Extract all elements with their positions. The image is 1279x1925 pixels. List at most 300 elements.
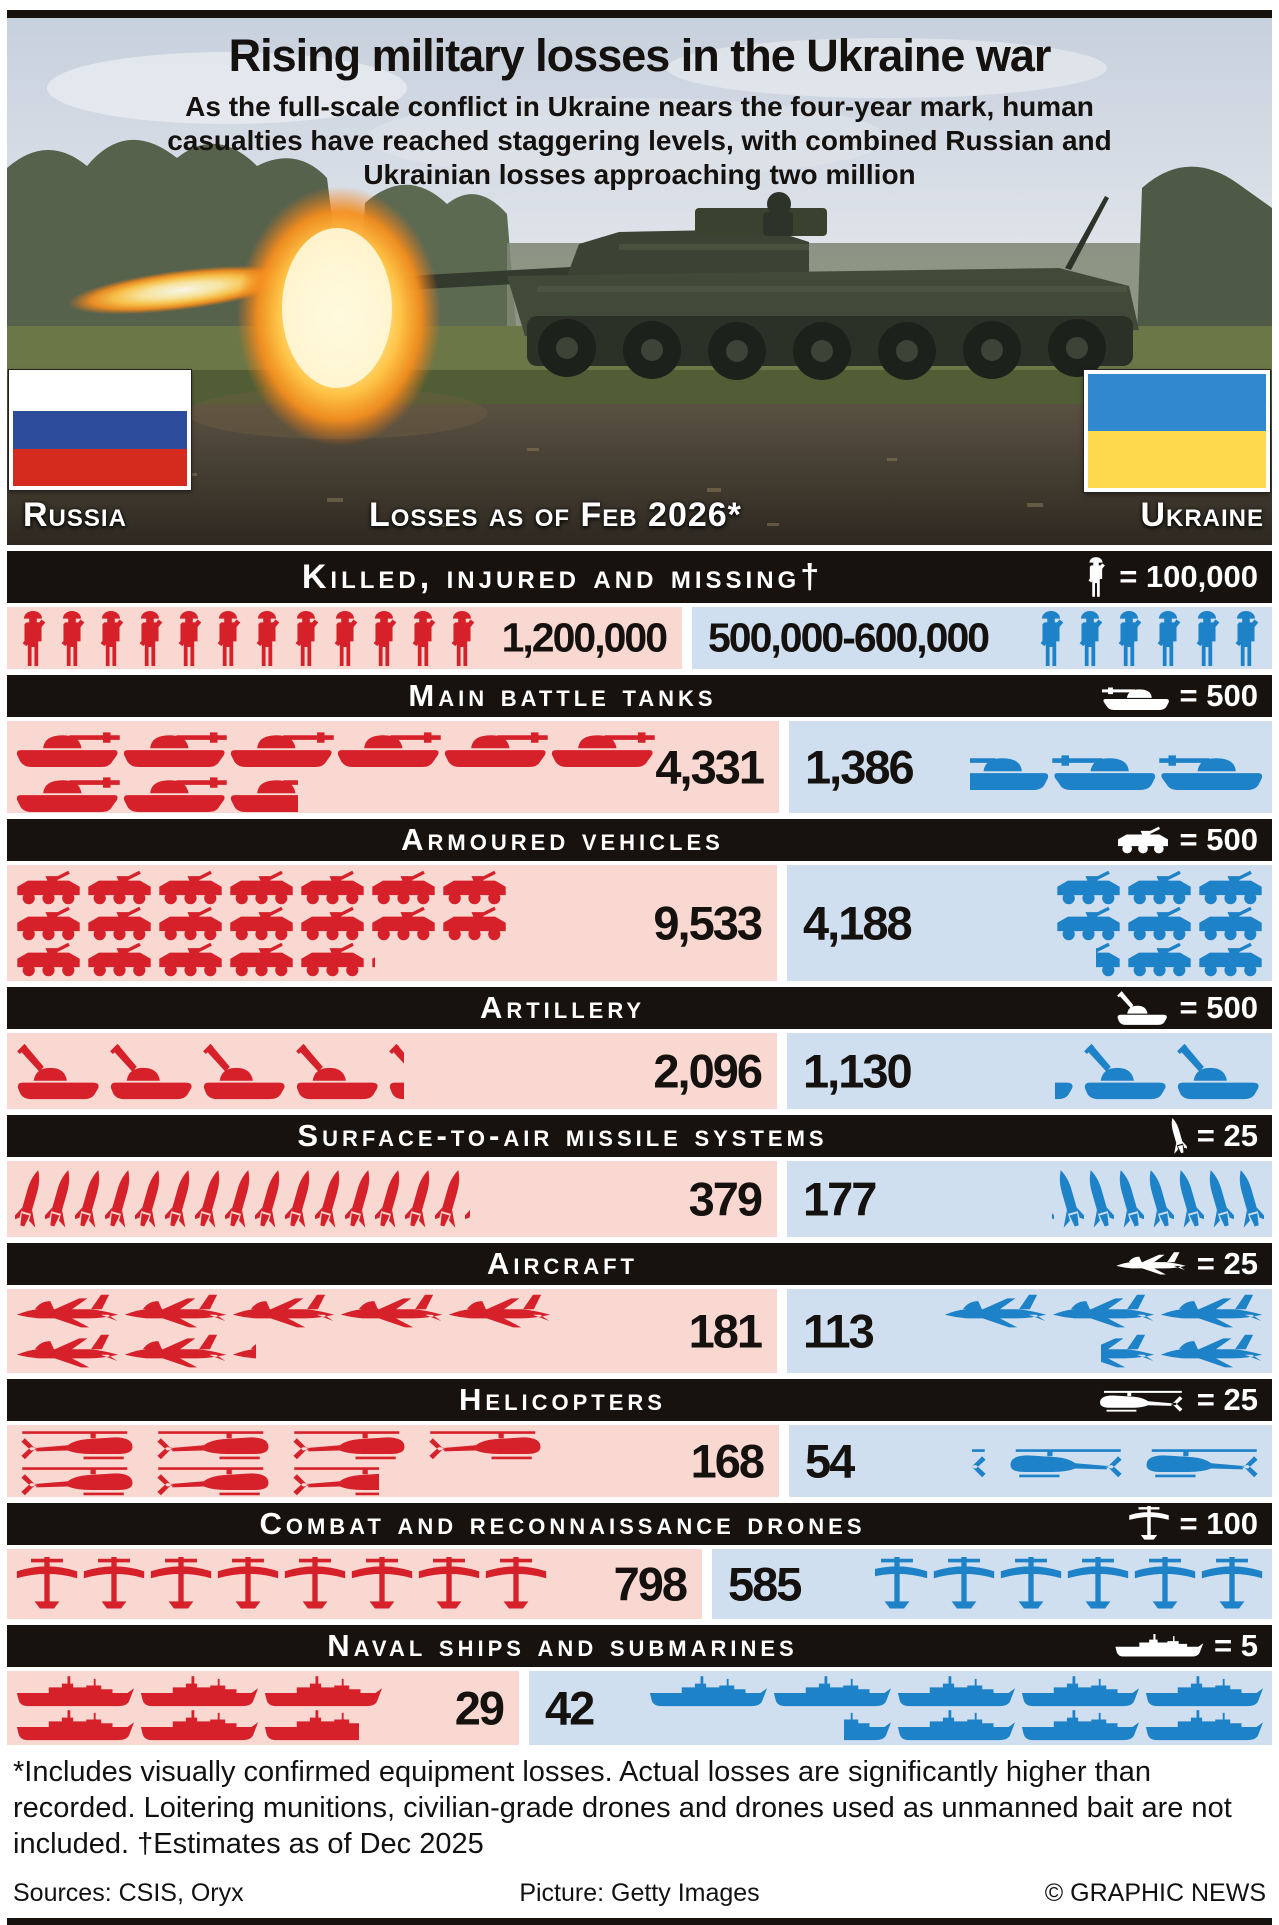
ship-icon xyxy=(896,1676,1016,1708)
legend-unit: = 25 xyxy=(1196,1118,1258,1153)
russia-panel xyxy=(7,1033,777,1109)
pictogram-row xyxy=(972,1444,1264,1479)
russia-pictograms xyxy=(15,721,609,813)
armoured-vehicle-icon xyxy=(299,906,366,941)
armoured-vehicle-icon xyxy=(228,942,295,977)
pictogram-row xyxy=(15,906,508,941)
pictogram-row xyxy=(875,1557,1264,1612)
pictogram-row xyxy=(1101,1333,1264,1371)
ship-icon xyxy=(15,1676,135,1708)
partial-pictogram xyxy=(970,747,1050,790)
helicopter-icon xyxy=(15,1426,145,1461)
missile-icon xyxy=(375,1167,405,1231)
ukraine-panel xyxy=(787,1033,1272,1109)
soldier-icon xyxy=(249,611,285,666)
armoured-vehicle-icon xyxy=(15,942,82,977)
ukraine-panel xyxy=(787,1289,1272,1373)
artillery-icon xyxy=(201,1042,290,1101)
missile-icon xyxy=(1174,1167,1204,1231)
pictogram-panels xyxy=(7,1425,1272,1497)
ukraine-panel xyxy=(787,1161,1272,1237)
partial-pictogram xyxy=(1101,1333,1156,1371)
missile-icon xyxy=(1084,1167,1114,1231)
tank-icon xyxy=(970,747,1050,790)
section-artillery xyxy=(7,987,1272,1109)
ukraine-pictograms xyxy=(917,1161,1264,1237)
section-legend xyxy=(958,822,1272,858)
pictogram-row xyxy=(844,1710,1264,1742)
drone-icon xyxy=(149,1557,213,1612)
pictogram-panels xyxy=(7,1671,1272,1745)
artillery-icon xyxy=(294,1042,383,1101)
sources-credit: Sources: CSIS, Oryx xyxy=(13,1878,244,1907)
ukraine-value: 42 xyxy=(545,1681,594,1735)
infographic xyxy=(7,0,1272,1925)
page-subtitle: As the full-scale conflict in Ukraine nears the four-year mark, human casualties have reached staggering levels, with combined Russian and Ukrainian losses approaching two million xyxy=(167,91,1112,191)
ship-icon xyxy=(139,1710,259,1742)
loss-sections xyxy=(7,551,1272,1745)
section-legend xyxy=(958,1116,1272,1156)
ship-icon xyxy=(1020,1710,1140,1742)
section-header xyxy=(7,987,1272,1029)
missile-icon xyxy=(75,1167,105,1231)
pictogram-panels xyxy=(7,721,1272,813)
russia-value: 1,200,000 xyxy=(501,614,666,661)
pictogram-panels xyxy=(7,865,1272,981)
partial-pictogram xyxy=(370,942,375,977)
partial-pictogram xyxy=(1055,1042,1078,1101)
armoured-vehicle-icon xyxy=(1055,870,1122,905)
armoured-vehicle-icon xyxy=(1126,870,1193,905)
pictogram-row xyxy=(943,1293,1264,1331)
artillery-icon xyxy=(1116,990,1170,1026)
pictogram-row xyxy=(15,1426,553,1461)
soldier-icon xyxy=(132,611,168,666)
partial-pictogram xyxy=(231,1333,256,1371)
armoured-vehicle-icon xyxy=(441,906,508,941)
section-title: Artillery xyxy=(479,990,646,1025)
soldier-icon xyxy=(1150,611,1186,666)
jet-icon xyxy=(1051,1293,1156,1331)
ukraine-pictograms xyxy=(917,1033,1264,1109)
missile-icon xyxy=(165,1167,195,1231)
losses-asof-label: Losses as of Feb 2026* xyxy=(369,496,742,534)
pictogram-row xyxy=(15,1333,256,1371)
ukraine-pictograms xyxy=(822,607,1264,669)
armoured-vehicle-icon xyxy=(228,906,295,941)
soldier-icon xyxy=(1033,611,1069,666)
russia-panel xyxy=(7,1161,777,1237)
partial-pictogram xyxy=(229,769,298,812)
armoured-vehicle-icon xyxy=(1126,942,1193,977)
russia-pictograms xyxy=(15,1671,349,1745)
ukraine-panel xyxy=(712,1549,1272,1619)
ship-icon xyxy=(896,1710,1016,1742)
legend-unit: = 500 xyxy=(1179,822,1258,857)
drone-icon xyxy=(1128,1506,1170,1542)
russia-pictograms xyxy=(15,1425,609,1497)
ukraine-value: 4,188 xyxy=(803,896,911,950)
section-header xyxy=(7,551,1272,603)
ship-icon xyxy=(648,1676,768,1708)
russia-value: 9,533 xyxy=(653,896,761,950)
russia-value: 798 xyxy=(613,1557,686,1611)
soldier-icon xyxy=(93,611,129,666)
partial-pictogram xyxy=(387,1042,404,1101)
helicopter-icon xyxy=(287,1462,379,1497)
ship-icon xyxy=(772,1676,892,1708)
ukraine-panel xyxy=(789,1425,1272,1497)
pictogram-row xyxy=(15,1557,547,1612)
helicopter-icon xyxy=(998,1444,1128,1479)
armoured-vehicle-icon xyxy=(1126,906,1193,941)
section-legend xyxy=(958,1246,1272,1282)
legend-unit: = 25 xyxy=(1196,1246,1258,1281)
legend-unit: = 100,000 xyxy=(1119,559,1258,594)
section-header xyxy=(7,1379,1272,1421)
missile-icon xyxy=(315,1167,345,1231)
russia-pictograms xyxy=(15,865,607,981)
soldier-icon xyxy=(1228,611,1264,666)
section-title: Killed, injured and missing† xyxy=(301,557,824,596)
section-legend xyxy=(958,1506,1272,1542)
artillery-icon xyxy=(1055,1042,1078,1101)
jet-icon xyxy=(15,1293,120,1331)
soldier-icon xyxy=(405,611,441,666)
ukraine-panel xyxy=(529,1671,1272,1745)
pictogram-row xyxy=(1055,870,1264,905)
armoured-vehicle-icon xyxy=(157,870,224,905)
drone-icon xyxy=(82,1557,146,1612)
russia-panel xyxy=(7,1671,519,1745)
tank-icon xyxy=(1052,747,1157,790)
legend-unit: = 500 xyxy=(1179,990,1258,1025)
section-legend xyxy=(958,678,1272,714)
ukraine-panel xyxy=(789,721,1272,813)
russia-pictograms xyxy=(15,607,512,669)
section-casualties xyxy=(7,551,1272,669)
pictogram-panels xyxy=(7,1033,1272,1109)
tank-icon xyxy=(15,769,120,812)
pictogram-row xyxy=(1052,1167,1264,1231)
missile-icon xyxy=(1234,1167,1264,1231)
section-tanks xyxy=(7,675,1272,813)
missile-icon xyxy=(1204,1167,1234,1231)
section-title: Armoured vehicles xyxy=(401,822,724,857)
legend-unit: = 500 xyxy=(1179,678,1258,713)
armoured-vehicle-icon xyxy=(1096,942,1122,977)
ukraine-pictograms xyxy=(917,1289,1264,1373)
ship-icon xyxy=(15,1710,135,1742)
section-title: Naval ships and submarines xyxy=(327,1628,798,1663)
missile-icon xyxy=(435,1167,465,1231)
jet-icon xyxy=(339,1293,444,1331)
pictogram-row xyxy=(15,1167,470,1231)
russia-flag xyxy=(9,370,191,490)
armoured-vehicle-icon xyxy=(441,870,508,905)
page-title: Rising military losses in the Ukraine war xyxy=(228,30,1051,81)
jet-icon xyxy=(1159,1293,1264,1331)
ukraine-value: 585 xyxy=(728,1557,801,1611)
armoured-vehicle-icon xyxy=(86,942,153,977)
soldier-icon xyxy=(366,611,402,666)
ship-icon xyxy=(1020,1676,1140,1708)
armoured-vehicle-icon xyxy=(157,942,224,977)
section-header xyxy=(7,1625,1272,1667)
ship-icon xyxy=(844,1710,892,1742)
armoured-vehicle-icon xyxy=(15,906,82,941)
russia-value: 168 xyxy=(690,1434,763,1488)
picture-credit: Picture: Getty Images xyxy=(519,1878,760,1907)
russia-value: 181 xyxy=(688,1304,761,1358)
jet-icon xyxy=(123,1293,228,1331)
ukraine-pictograms xyxy=(842,1549,1264,1619)
soldier-icon xyxy=(444,611,480,666)
pictogram-row xyxy=(1055,906,1264,941)
missile-icon xyxy=(15,1167,45,1231)
soldier-icon xyxy=(1083,557,1109,597)
partial-pictogram xyxy=(465,1167,470,1231)
ukraine-label: Ukraine xyxy=(1140,496,1264,534)
russia-panel xyxy=(7,1549,702,1619)
drone-icon xyxy=(1066,1557,1130,1612)
jet-icon xyxy=(231,1333,256,1371)
soldier-icon xyxy=(54,611,90,666)
missile-icon xyxy=(255,1167,285,1231)
tank-icon xyxy=(15,724,120,767)
partial-pictogram xyxy=(484,1557,547,1612)
section-legend xyxy=(958,1382,1272,1418)
ukraine-value: 1,386 xyxy=(805,740,913,794)
section-title: Aircraft xyxy=(487,1246,638,1281)
partial-pictogram xyxy=(263,1710,359,1742)
section-title: Combat and reconnaissance drones xyxy=(259,1506,866,1541)
section-legend xyxy=(958,1628,1272,1664)
russia-panel xyxy=(7,1289,777,1373)
drone-icon xyxy=(999,1557,1063,1612)
ukraine-flag xyxy=(1084,370,1270,492)
armoured-vehicle-icon xyxy=(157,906,224,941)
pictogram-row xyxy=(15,1462,379,1497)
pictogram-panels xyxy=(7,607,1272,669)
pictogram-row xyxy=(15,724,655,767)
ukraine-pictograms xyxy=(659,1671,1264,1745)
armoured-vehicle-icon xyxy=(1055,906,1122,941)
jet-icon xyxy=(15,1333,120,1371)
pictogram-row xyxy=(970,747,1264,790)
drone-icon xyxy=(1133,1557,1197,1612)
artillery-icon xyxy=(1175,1042,1264,1101)
tank-icon xyxy=(336,724,441,767)
ship-icon xyxy=(139,1676,259,1708)
legend-unit: = 5 xyxy=(1214,1628,1258,1663)
legend-unit: = 100 xyxy=(1179,1506,1258,1541)
armoured-vehicle-icon xyxy=(370,870,437,905)
soldier-icon xyxy=(1189,611,1225,666)
tank-icon xyxy=(229,769,298,812)
pictogram-row xyxy=(15,769,298,812)
tank-icon xyxy=(229,724,334,767)
section-drones xyxy=(7,1503,1272,1619)
section-naval xyxy=(7,1625,1272,1745)
armoured-vehicle-icon xyxy=(1197,870,1264,905)
pictogram-row xyxy=(15,942,375,977)
soldier-icon xyxy=(210,611,246,666)
drone-icon xyxy=(484,1557,547,1612)
armoured-vehicle-icon xyxy=(1197,906,1264,941)
drone-icon xyxy=(15,1557,79,1612)
ship-icon xyxy=(1114,1634,1204,1658)
pictogram-row xyxy=(1055,1042,1264,1101)
drone-icon xyxy=(283,1557,347,1612)
soldier-icon xyxy=(288,611,324,666)
missile-icon xyxy=(1054,1167,1084,1231)
russia-pictograms xyxy=(15,1161,607,1237)
missile-icon xyxy=(135,1167,165,1231)
missile-icon xyxy=(195,1167,225,1231)
missile-icon xyxy=(1144,1167,1174,1231)
pictogram-row xyxy=(15,1676,383,1708)
drone-icon xyxy=(417,1557,481,1612)
artillery-icon xyxy=(387,1042,404,1101)
jet-icon xyxy=(1115,1251,1187,1277)
armoured-vehicle-icon xyxy=(370,942,375,977)
russia-panel xyxy=(7,721,779,813)
tank-icon xyxy=(1159,747,1264,790)
pictogram-row xyxy=(15,1710,359,1742)
armoured-vehicle-icon xyxy=(228,870,295,905)
russia-pictograms xyxy=(15,1033,607,1109)
jet-icon xyxy=(1101,1333,1156,1371)
helicopter-icon xyxy=(423,1426,553,1461)
partial-pictogram xyxy=(972,1444,992,1479)
section-title: Surface-to-air missile systems xyxy=(297,1118,828,1153)
jet-icon xyxy=(231,1293,336,1331)
pictogram-row xyxy=(15,1042,404,1101)
ship-icon xyxy=(1144,1710,1264,1742)
pictogram-row xyxy=(15,870,508,905)
jet-icon xyxy=(943,1293,1048,1331)
helicopter-icon xyxy=(151,1426,281,1461)
soldier-icon xyxy=(171,611,207,666)
partial-pictogram xyxy=(1096,942,1122,977)
russia-value: 4,331 xyxy=(655,740,763,794)
credits-row xyxy=(7,1879,1272,1908)
armoured-vehicle-icon xyxy=(1116,826,1170,854)
drone-icon xyxy=(350,1557,414,1612)
section-header xyxy=(7,819,1272,861)
helicopter-icon xyxy=(1134,1444,1264,1479)
hero-photo xyxy=(7,18,1272,545)
missile-icon xyxy=(1168,1116,1187,1156)
missile-icon xyxy=(285,1167,315,1231)
tank-icon xyxy=(443,724,548,767)
ukraine-panel xyxy=(692,607,1272,669)
section-header xyxy=(7,675,1272,717)
missile-icon xyxy=(225,1167,255,1231)
armoured-vehicle-icon xyxy=(299,942,366,977)
top-rule xyxy=(7,10,1272,18)
tank-icon xyxy=(122,724,227,767)
section-armoured xyxy=(7,819,1272,981)
drone-icon xyxy=(216,1557,280,1612)
ukraine-value: 1,130 xyxy=(803,1044,911,1098)
section-title: Main battle tanks xyxy=(408,678,717,713)
artillery-icon xyxy=(108,1042,197,1101)
missile-icon xyxy=(1114,1167,1144,1231)
soldier-icon xyxy=(1111,611,1147,666)
pictogram-row xyxy=(15,1293,552,1331)
partial-pictogram xyxy=(875,1557,929,1612)
pictogram-panels xyxy=(7,1161,1272,1237)
russia-panel xyxy=(7,607,682,669)
russia-pictograms xyxy=(15,1549,532,1619)
section-header xyxy=(7,1115,1272,1157)
tank-icon xyxy=(122,769,227,812)
tank-icon xyxy=(1102,682,1170,710)
partial-pictogram xyxy=(844,1710,892,1742)
jet-icon xyxy=(447,1293,552,1331)
section-legend xyxy=(958,990,1272,1026)
ship-icon xyxy=(263,1710,359,1742)
armoured-vehicle-icon xyxy=(1197,942,1264,977)
pictogram-row xyxy=(15,611,480,666)
helicopter-icon xyxy=(1091,1387,1187,1413)
russia-pictograms xyxy=(15,1289,607,1373)
artillery-icon xyxy=(15,1042,104,1101)
section-aircraft xyxy=(7,1243,1272,1373)
drone-icon xyxy=(1200,1557,1264,1612)
ukraine-value: 113 xyxy=(803,1304,873,1358)
drone-icon xyxy=(932,1557,996,1612)
russia-panel xyxy=(7,865,777,981)
ukraine-pictograms xyxy=(919,721,1264,813)
pictogram-row xyxy=(1096,942,1264,977)
partial-pictogram xyxy=(287,1462,379,1497)
pictogram-row xyxy=(648,1676,1264,1708)
copyright-credit: © GRAPHIC NEWS xyxy=(1044,1878,1266,1907)
armoured-vehicle-icon xyxy=(86,906,153,941)
ukraine-value: 54 xyxy=(805,1434,854,1488)
ukraine-panel xyxy=(787,865,1272,981)
artillery-icon xyxy=(1082,1042,1171,1101)
soldier-icon xyxy=(1072,611,1108,666)
missile-icon xyxy=(465,1167,470,1231)
ukraine-pictograms xyxy=(917,865,1264,981)
helicopter-icon xyxy=(151,1462,281,1497)
jet-icon xyxy=(123,1333,228,1371)
armoured-vehicle-icon xyxy=(15,870,82,905)
armoured-vehicle-icon xyxy=(86,870,153,905)
helicopter-icon xyxy=(972,1444,992,1479)
section-legend xyxy=(958,557,1272,597)
ship-icon xyxy=(263,1676,383,1708)
jet-icon xyxy=(1159,1333,1264,1371)
section-title: Helicopters xyxy=(459,1382,666,1417)
tank-icon xyxy=(550,724,655,767)
helicopter-icon xyxy=(15,1462,145,1497)
section-header xyxy=(7,1503,1272,1545)
ukraine-pictograms xyxy=(919,1425,1264,1497)
ship-icon xyxy=(1144,1676,1264,1708)
armoured-vehicle-icon xyxy=(299,870,366,905)
russia-panel xyxy=(7,1425,779,1497)
ukraine-value: 177 xyxy=(803,1172,876,1226)
pictogram-row xyxy=(1033,611,1264,666)
russia-value: 29 xyxy=(454,1681,503,1735)
russia-label: Russia xyxy=(23,496,127,534)
drone-icon xyxy=(875,1557,929,1612)
